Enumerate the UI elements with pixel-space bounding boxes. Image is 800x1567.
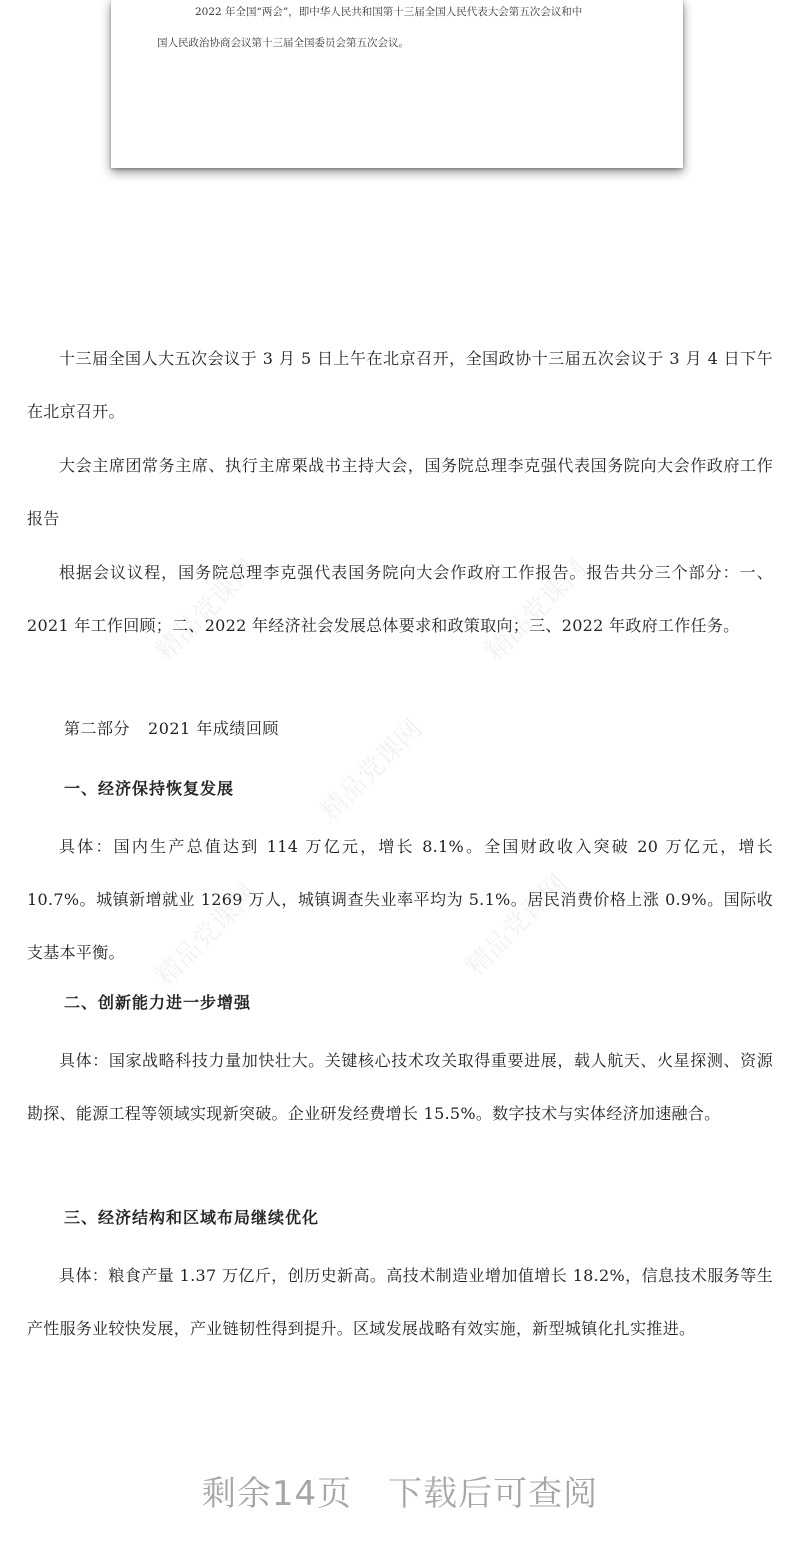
section-body: 具体：国家战略科技力量加快壮大。关键核心技术攻关取得重要进展，载人航天、火星探测、资源勘探、能源工程等领域实现新突破。企业研发经费增长 15.5%。数字技术与实体经济加速融合。 — [27, 1051, 773, 1123]
remaining-pages-notice[interactable] — [0, 1466, 800, 1515]
remaining-pages-count: 剩余14页 — [201, 1474, 353, 1514]
part-title-label: 第二部分 — [64, 719, 131, 738]
part-title — [64, 716, 279, 739]
preview-line-2: 国人民政治协商会议第十三届全国委员会第五次会议。 — [157, 37, 409, 49]
section-body: 具体：粮食产量 1.37 万亿斤，创历史新高。高技术制造业增加值增长 18.2%，信息技术服务等生产性服务业较快发展，产业链韧性得到提升。区域发展战略有效实施，新型城镇化扎实推进。 — [27, 1266, 773, 1338]
paragraph-chairman: 大会主席团常务主席、执行主席栗战书主持大会，国务院总理李克强代表国务院向大会作政府工作报告 — [27, 456, 773, 528]
download-to-view-text: 下载后可查阅 — [388, 1474, 599, 1514]
watermark: 精品党课网 — [480, 553, 594, 667]
watermark: 精品党课网 — [460, 868, 574, 982]
document-preview-card — [111, 0, 683, 168]
section-heading: 二、创新能力进一步增强 — [64, 993, 252, 1012]
section-heading: 三、经济结构和区域布局继续优化 — [64, 1208, 320, 1227]
paragraph-agenda: 根据会议议程，国务院总理李克强代表国务院向大会作政府工作报告。报告共分三个部分：一、2021 年工作回顾；二、2022 年经济社会发展总体要求和政策取向；三、2022 年政府工作任务。 — [27, 563, 773, 635]
section-body: 具体：国内生产总值达到 114 万亿元，增长 8.1%。全国财政收入突破 20 万亿元，增长 10.7%。城镇新增就业 1269 万人，城镇调查失业率平均为 5.1%。居民消费价格上涨 0.9%。国际收支基本平衡。 — [27, 837, 773, 962]
watermark: 精品党课网 — [150, 553, 264, 667]
watermark: 精品党课网 — [150, 878, 264, 992]
paragraph-meeting-dates: 十三届全国人大五次会议于 3 月 5 日上午在北京召开，全国政协十三届五次会议于 3 月 4 日下午在北京召开。 — [27, 349, 773, 421]
part-title-text: 2021 年成绩回顾 — [148, 719, 279, 738]
watermark: 精品党课网 — [315, 713, 429, 827]
preview-line-1: 2022 年全国“两会”，即中华人民共和国第十三届全国人民代表大会第五次会议和中 — [195, 6, 583, 18]
section-heading: 一、经济保持恢复发展 — [64, 779, 235, 798]
